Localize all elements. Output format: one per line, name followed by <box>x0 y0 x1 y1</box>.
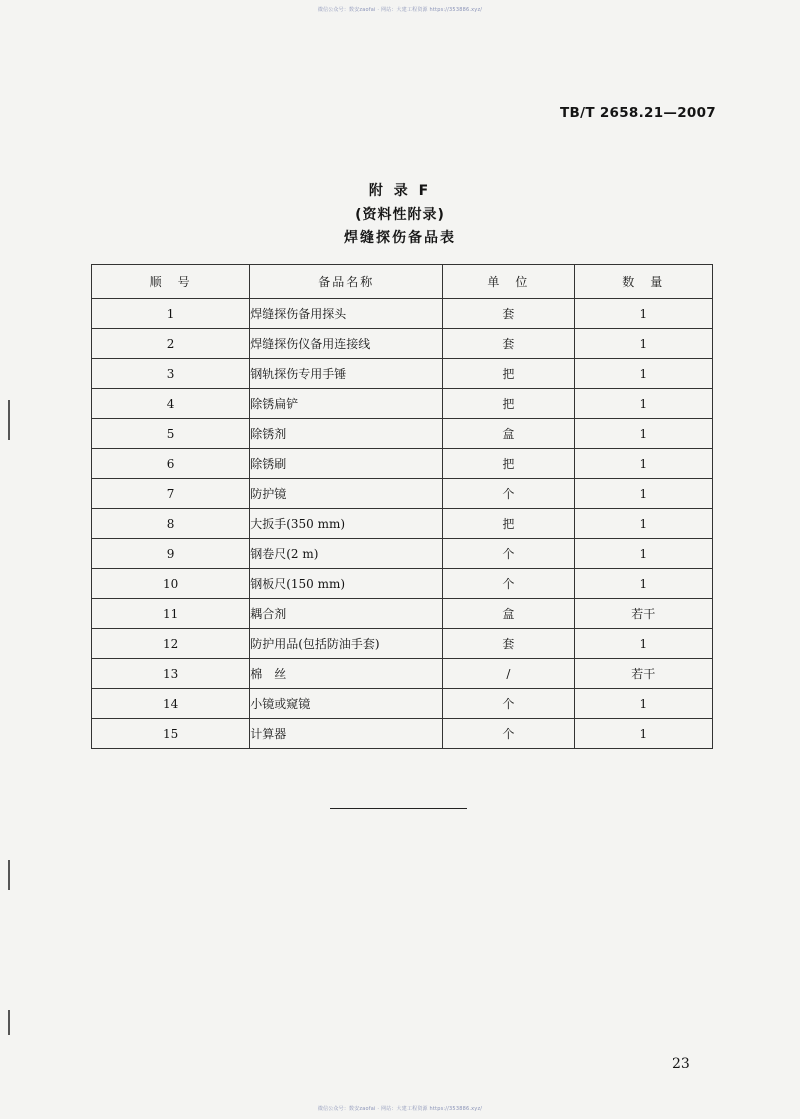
table-row <box>92 359 713 389</box>
row-item-name: 焊缝探伤仪备用连接线 <box>250 329 443 359</box>
watermark-bottom: 微信公众号：数安zaofai · 网站：大建工程资源 https://353886.xyz/ <box>317 1106 483 1112</box>
row-unit: 个 <box>443 689 574 719</box>
row-unit: 把 <box>443 389 574 419</box>
row-quantity: 1 <box>574 479 712 509</box>
table-row <box>92 449 713 479</box>
row-unit: 把 <box>443 449 574 479</box>
row-quantity: 1 <box>574 719 712 749</box>
row-item-name: 大扳手(350 mm) <box>250 509 443 539</box>
row-item-name: 钢轨探伤专用手锤 <box>250 359 443 389</box>
row-item-name: 耦合剂 <box>250 599 443 629</box>
scan-edge-mark <box>8 1010 10 1035</box>
row-quantity: 1 <box>574 299 712 329</box>
table-row <box>92 599 713 629</box>
row-quantity: 1 <box>574 389 712 419</box>
table-row <box>92 299 713 329</box>
row-unit: 盒 <box>443 599 574 629</box>
row-item-name: 防护用品(包括防油手套) <box>250 629 443 659</box>
watermark-top: 微信公众号：数安zaofai · 网站：大建工程资源 https://353886.xyz/ <box>317 7 483 13</box>
row-unit: 个 <box>443 719 574 749</box>
row-item-name: 计算器 <box>250 719 443 749</box>
row-item-name: 除锈剂 <box>250 419 443 449</box>
row-number: 4 <box>92 389 250 419</box>
row-number: 12 <box>92 629 250 659</box>
row-number: 11 <box>92 599 250 629</box>
row-quantity: 若干 <box>574 659 712 689</box>
table-row <box>92 539 713 569</box>
appendix-title: 附 录 F <box>368 183 432 199</box>
row-number: 2 <box>92 329 250 359</box>
row-number: 5 <box>92 419 250 449</box>
row-unit: 套 <box>443 329 574 359</box>
row-unit: 个 <box>443 569 574 599</box>
row-number: 8 <box>92 509 250 539</box>
table-row <box>92 719 713 749</box>
header-item-name: 备品名称 <box>250 265 443 299</box>
table-title: 焊缝探伤备品表 <box>344 230 456 246</box>
scan-edge-mark <box>8 400 10 440</box>
page-number: 23 <box>672 1056 690 1072</box>
row-number: 6 <box>92 449 250 479</box>
row-unit: 个 <box>443 539 574 569</box>
row-quantity: 1 <box>574 359 712 389</box>
row-quantity: 1 <box>574 629 712 659</box>
row-number: 15 <box>92 719 250 749</box>
document-number: TB/T 2658.21—2007 <box>560 105 716 121</box>
row-quantity: 1 <box>574 539 712 569</box>
table-row <box>92 659 713 689</box>
row-quantity: 1 <box>574 419 712 449</box>
row-item-name: 防护镜 <box>250 479 443 509</box>
table-row <box>92 479 713 509</box>
row-item-name: 棉 丝 <box>250 659 443 689</box>
row-number: 10 <box>92 569 250 599</box>
row-item-name: 钢板尺(150 mm) <box>250 569 443 599</box>
row-item-name: 焊缝探伤备用探头 <box>250 299 443 329</box>
table-row <box>92 329 713 359</box>
table-row <box>92 689 713 719</box>
table-header-row <box>92 265 713 299</box>
row-quantity: 若干 <box>574 599 712 629</box>
row-quantity: 1 <box>574 329 712 359</box>
table-row <box>92 629 713 659</box>
row-unit: 把 <box>443 359 574 389</box>
row-quantity: 1 <box>574 689 712 719</box>
scan-edge-mark <box>8 860 10 890</box>
row-unit: 套 <box>443 629 574 659</box>
row-item-name: 除锈刷 <box>250 449 443 479</box>
row-number: 14 <box>92 689 250 719</box>
spare-parts-table <box>91 264 713 749</box>
row-number: 3 <box>92 359 250 389</box>
table-row <box>92 419 713 449</box>
table-row <box>92 389 713 419</box>
appendix-subtitle: (资料性附录) <box>355 207 445 223</box>
row-quantity: 1 <box>574 449 712 479</box>
row-item-name: 除锈扁铲 <box>250 389 443 419</box>
row-quantity: 1 <box>574 509 712 539</box>
header-quantity: 数 量 <box>574 265 712 299</box>
table-row <box>92 569 713 599</box>
header-unit: 单 位 <box>443 265 574 299</box>
header-number: 顺 号 <box>92 265 250 299</box>
row-item-name: 钢卷尺(2 m) <box>250 539 443 569</box>
row-unit: 个 <box>443 479 574 509</box>
row-number: 9 <box>92 539 250 569</box>
row-item-name: 小镜或窥镜 <box>250 689 443 719</box>
row-quantity: 1 <box>574 569 712 599</box>
row-unit: 套 <box>443 299 574 329</box>
end-of-document-line <box>330 808 467 809</box>
row-unit: 盒 <box>443 419 574 449</box>
row-unit: / <box>443 659 574 689</box>
table-row <box>92 509 713 539</box>
row-unit: 把 <box>443 509 574 539</box>
row-number: 7 <box>92 479 250 509</box>
row-number: 13 <box>92 659 250 689</box>
row-number: 1 <box>92 299 250 329</box>
